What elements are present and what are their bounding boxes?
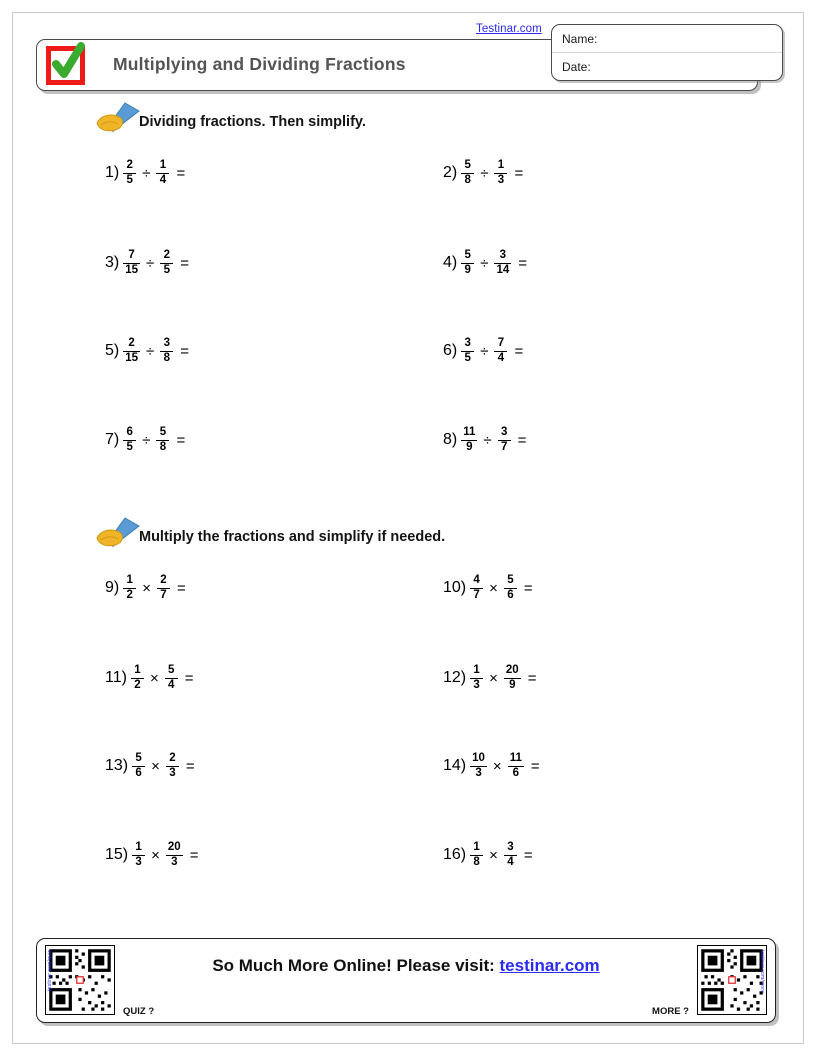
fraction-second-denominator: 3	[497, 173, 505, 186]
footer-bar	[36, 938, 776, 1023]
equals-sign: =	[527, 669, 537, 687]
fraction-first-denominator: 9	[464, 263, 471, 276]
problem-number: 8)	[443, 431, 458, 449]
fraction-second	[494, 160, 507, 186]
fraction-first	[470, 575, 483, 601]
problem-number: 2)	[443, 164, 458, 182]
fraction-second-numerator: 3	[507, 841, 514, 853]
fraction-first	[132, 753, 145, 779]
fraction-first-numerator: 1	[134, 664, 141, 676]
fraction-first	[123, 338, 140, 364]
fraction-first	[123, 575, 136, 601]
fraction-second	[165, 665, 178, 691]
quiz-caption: QUIZ ?	[123, 1006, 155, 1017]
equals-sign: =	[518, 254, 528, 272]
problem-10[interactable]	[443, 575, 533, 601]
operator-icon: ×	[142, 579, 151, 597]
fraction-first	[461, 427, 477, 453]
fraction-first-denominator: 2	[126, 588, 133, 601]
fraction-second	[166, 842, 183, 868]
fraction-first-denominator: 15	[125, 351, 139, 364]
fraction-first-numerator: 3	[464, 337, 471, 349]
fraction-second-numerator: 2	[163, 249, 170, 261]
operator-icon: ×	[151, 846, 160, 864]
operator-icon: ÷	[483, 431, 492, 449]
fraction-second-numerator: 11	[509, 752, 522, 764]
operator-icon: ×	[492, 757, 502, 775]
fraction-first	[132, 842, 145, 868]
operator-icon: ×	[489, 846, 498, 864]
footer-message: So Much More Online! Please visit:	[212, 956, 500, 975]
footer-link[interactable]: testinar.com	[499, 956, 600, 975]
fraction-first	[461, 160, 474, 186]
fraction-first-numerator: 1	[135, 841, 142, 853]
fraction-first-denominator: 9	[466, 440, 473, 453]
fraction-second-numerator: 3	[163, 337, 170, 349]
fraction-second	[504, 665, 521, 691]
fraction-second-denominator: 4	[168, 678, 175, 691]
fraction-first	[461, 250, 474, 276]
qr-left-url: testinar.com/quiz	[47, 950, 53, 991]
problem-6[interactable]	[443, 338, 523, 364]
problem-number: 12)	[443, 669, 467, 687]
fraction-first-numerator: 7	[128, 249, 135, 261]
problem-number: 5)	[105, 342, 120, 360]
operator-icon: ÷	[480, 254, 489, 272]
fraction-second	[156, 160, 169, 186]
problem-2[interactable]	[443, 160, 523, 186]
problem-11[interactable]	[105, 665, 193, 691]
fraction-second-numerator: 2	[169, 752, 176, 764]
problem-number: 14)	[443, 757, 467, 775]
problem-16[interactable]	[443, 842, 533, 868]
fraction-second	[160, 338, 173, 364]
fraction-second	[160, 250, 173, 276]
fraction-first	[123, 250, 140, 276]
fraction-first-numerator: 2	[128, 337, 135, 349]
page-title: Multiplying and Dividing Fractions	[113, 54, 406, 74]
fraction-first	[461, 338, 474, 364]
fraction-first-denominator: 5	[126, 440, 133, 453]
section-instruction: Multiply the fractions and simplify if needed.	[139, 529, 446, 545]
fraction-second-denominator: 3	[171, 855, 178, 868]
fraction-second	[494, 250, 511, 276]
fraction-first	[123, 427, 136, 453]
qr-right-url: testinar.com/more	[759, 950, 765, 994]
date-row[interactable]	[552, 53, 782, 81]
fraction-second-numerator: 1	[497, 159, 505, 171]
equals-sign: =	[176, 164, 186, 182]
equals-sign: =	[523, 846, 533, 864]
fraction-second-denominator: 4	[159, 173, 167, 186]
equals-sign: =	[180, 342, 190, 360]
fraction-second-numerator: 20	[505, 664, 519, 676]
name-row[interactable]	[552, 25, 782, 53]
fraction-second-denominator: 7	[160, 588, 167, 601]
qr-right-pattern	[698, 946, 766, 1014]
fraction-first	[470, 842, 483, 868]
problem-number: 10)	[443, 579, 467, 597]
fraction-first-denominator: 5	[464, 351, 471, 364]
fraction-first-numerator: 5	[464, 249, 471, 261]
fraction-first	[123, 160, 136, 186]
operator-icon: ×	[149, 669, 159, 687]
fraction-second	[156, 427, 169, 453]
fraction-first-numerator: 1	[126, 574, 133, 586]
fraction-second-numerator: 2	[160, 574, 167, 586]
fraction-first-numerator: 1	[473, 841, 480, 853]
operator-icon: ÷	[142, 431, 151, 449]
fraction-second-denominator: 7	[500, 440, 508, 453]
fraction-first-denominator: 8	[473, 855, 480, 868]
fraction-first-numerator: 2	[126, 159, 133, 171]
problem-14[interactable]	[443, 753, 540, 779]
problem-5[interactable]	[105, 338, 189, 364]
fraction-second	[508, 753, 524, 779]
operator-icon: ÷	[142, 164, 151, 182]
fraction-first-numerator: 5	[464, 159, 471, 171]
fraction-second-numerator: 20	[167, 841, 181, 853]
problem-4[interactable]	[443, 250, 527, 276]
fraction-second	[498, 427, 511, 453]
fraction-first-numerator: 4	[473, 574, 480, 586]
operator-icon: ×	[489, 669, 498, 687]
fraction-first-denominator: 15	[125, 263, 139, 276]
equals-sign: =	[184, 669, 194, 687]
fraction-second	[494, 338, 507, 364]
fraction-second-numerator: 1	[159, 159, 167, 171]
problem-number: 9)	[105, 579, 120, 597]
fraction-first-denominator: 3	[135, 855, 142, 868]
problem-number: 1)	[105, 164, 120, 182]
fraction-first	[131, 665, 144, 691]
fraction-first-denominator: 2	[134, 678, 141, 691]
pencil-hand-icon	[95, 516, 143, 550]
checkmark-icon	[46, 46, 85, 85]
operator-icon: ÷	[480, 342, 489, 360]
operator-icon: ×	[151, 757, 160, 775]
problem-number: 11)	[105, 669, 127, 687]
problem-number: 4)	[443, 254, 458, 272]
fraction-first-denominator: 7	[473, 588, 480, 601]
fraction-second-numerator: 5	[507, 574, 514, 586]
equals-sign: =	[176, 431, 186, 449]
fraction-first	[470, 665, 483, 691]
fraction-second	[504, 575, 517, 601]
fraction-second-denominator: 6	[507, 588, 514, 601]
date-label: Date:	[562, 60, 591, 74]
problem-number: 3)	[105, 254, 120, 272]
fraction-second-denominator: 3	[169, 766, 176, 779]
fraction-second-numerator: 5	[168, 664, 175, 676]
problem-number: 13)	[105, 757, 129, 775]
problem-7[interactable]	[105, 427, 185, 453]
equals-sign: =	[185, 757, 195, 775]
fraction-second-denominator: 8	[159, 440, 167, 453]
operator-icon: ÷	[146, 342, 155, 360]
fraction-first	[470, 753, 487, 779]
fraction-second-numerator: 3	[500, 426, 508, 438]
problem-8[interactable]	[443, 427, 526, 453]
more-caption: MORE ?	[652, 1006, 689, 1017]
checkmark-glyph	[48, 42, 88, 86]
problem-13[interactable]	[105, 753, 195, 779]
problem-number: 6)	[443, 342, 458, 360]
fraction-first-denominator: 5	[126, 173, 133, 186]
equals-sign: =	[514, 164, 524, 182]
equals-sign: =	[177, 579, 186, 597]
fraction-first-denominator: 6	[135, 766, 142, 779]
fraction-second-denominator: 14	[496, 263, 510, 276]
equals-sign: =	[180, 254, 190, 272]
qr-code-more[interactable]	[697, 945, 767, 1015]
section-instruction: Dividing fractions. Then simplify.	[139, 114, 366, 130]
fraction-first-denominator: 8	[464, 173, 471, 186]
fraction-second-denominator: 9	[509, 678, 516, 691]
name-label: Name:	[562, 32, 598, 46]
fraction-second-numerator: 7	[497, 337, 505, 349]
operator-icon: ÷	[146, 254, 155, 272]
fraction-first-numerator: 6	[126, 426, 133, 438]
fraction-second	[166, 753, 179, 779]
fraction-first-numerator: 5	[135, 752, 142, 764]
problem-15[interactable]	[105, 842, 198, 868]
equals-sign: =	[514, 342, 524, 360]
problem-9[interactable]	[105, 575, 186, 601]
fraction-second-denominator: 6	[512, 766, 519, 779]
site-link-top[interactable]: Testinar.com	[476, 23, 542, 35]
problem-3[interactable]	[105, 250, 189, 276]
fraction-second-denominator: 4	[507, 855, 514, 868]
fraction-second-denominator: 8	[163, 351, 170, 364]
problem-1[interactable]	[105, 160, 185, 186]
equals-sign: =	[517, 431, 527, 449]
fraction-second	[504, 842, 517, 868]
problem-number: 16)	[443, 846, 467, 864]
operator-icon: ×	[489, 579, 498, 597]
problem-number: 7)	[105, 431, 120, 449]
fraction-second-denominator: 5	[163, 263, 170, 276]
fraction-second-numerator: 3	[499, 249, 507, 261]
footer-message-row	[37, 956, 775, 976]
fraction-first-numerator: 1	[473, 664, 480, 676]
fraction-first-denominator: 3	[475, 766, 482, 779]
pencil-hand-icon	[95, 101, 143, 135]
fraction-first-denominator: 3	[473, 678, 480, 691]
operator-icon: ÷	[480, 164, 489, 182]
equals-sign: =	[523, 579, 533, 597]
fraction-second-numerator: 5	[159, 426, 167, 438]
equals-sign: =	[530, 757, 540, 775]
name-date-box	[551, 24, 783, 81]
fraction-first-numerator: 11	[463, 426, 476, 438]
equals-sign: =	[189, 846, 199, 864]
fraction-second-denominator: 4	[497, 351, 505, 364]
fraction-second	[157, 575, 170, 601]
problem-number: 15)	[105, 846, 129, 864]
problem-12[interactable]	[443, 665, 536, 691]
fraction-first-numerator: 10	[472, 752, 485, 764]
